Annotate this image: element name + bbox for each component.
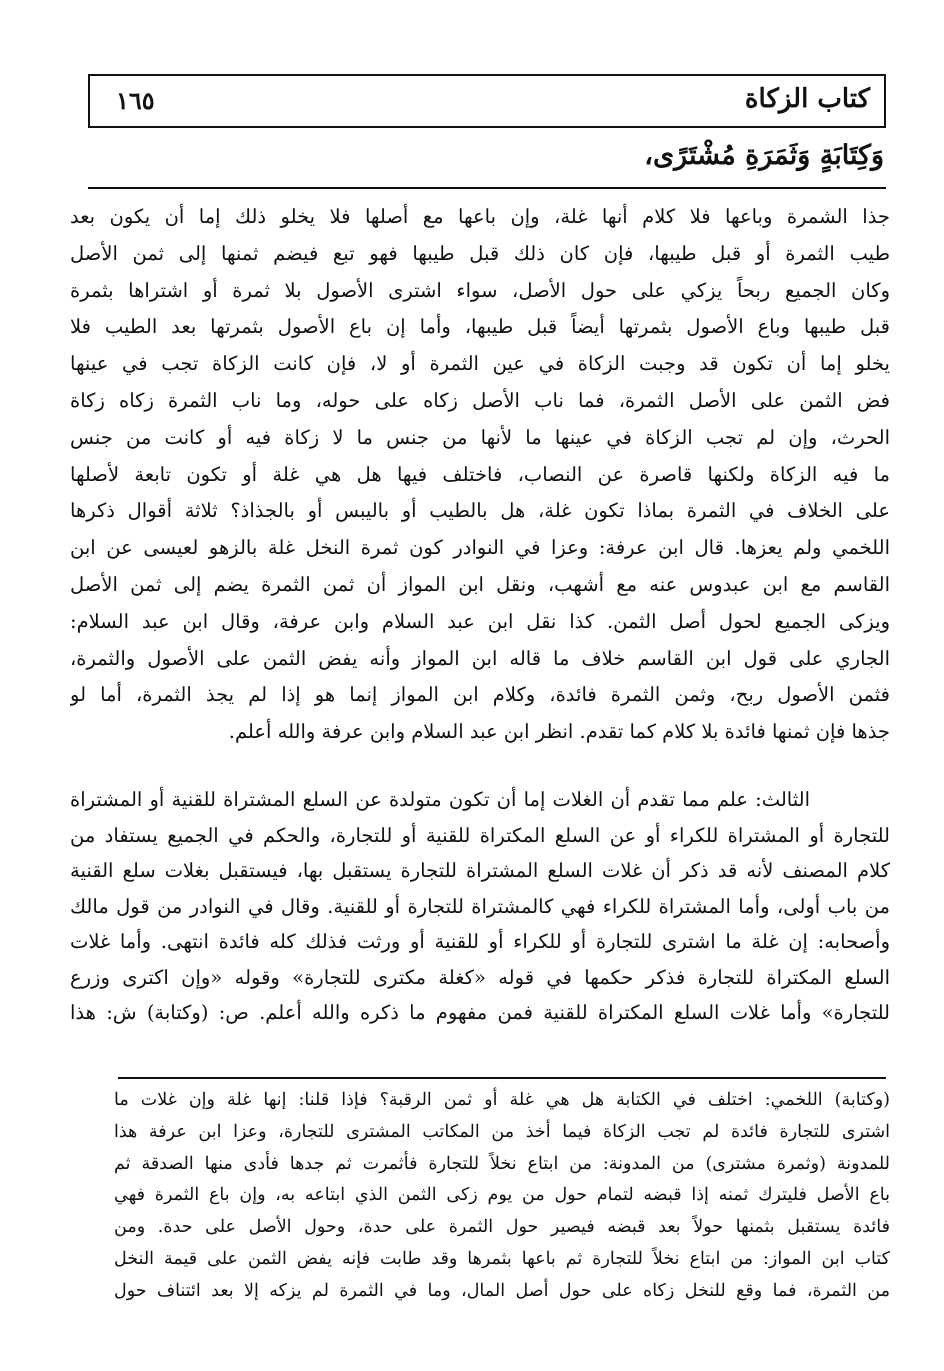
divider-top bbox=[88, 187, 886, 189]
text-line: يخلو إما أن تكون قد وجبت الزكاة في عين الثمرة أو لا، فإن كانت الزكاة تجب في عينها bbox=[70, 352, 890, 376]
commentary-paragraph bbox=[70, 199, 890, 751]
text-line: السلع المكتراة للتجارة فذكر حكمها في قوله «كغلة مكترى للتجارة» وقوله «وإن اكترى وزرع bbox=[70, 965, 890, 989]
text-line: من باب أولى، وأما المشتراة للكراء فهي كالمشتراة للتجارة أو للقنية. وقال في النوادر من قول مالك bbox=[70, 894, 890, 918]
footnote-line: من الثمرة، فما وقع للنخل زكاه على حول أصل المال، وما في الثمرة لم يزكه إلا بعد ائتناف حول bbox=[114, 1280, 890, 1301]
footnote-line: فائدة يستقبل بثمنها حولاً بعد قبضه فيصير حول الثمرة على حدة، وحول الأصل على حدة. ومن bbox=[114, 1217, 890, 1238]
text-line: اللخمي ولم يعزها. قال ابن عرفة: وعزا في النوادر كون ثمرة النخل غلة بالزهو لعيسى عن ابن bbox=[70, 536, 890, 560]
text-line: جذا الشمرة وباعها فلا كلام أنها غلة، وإن باعها مع أصلها فلا يخلو ذلك إما أن يكون بعد bbox=[70, 205, 890, 228]
text-line: الجاري على قول ابن القاسم خلاف ما قاله ابن المواز وأنه يفض الثمن على الأصول والثمرة، bbox=[70, 646, 890, 670]
text-line: وكان الجميع ربحاً يزكي على حول الأصل، سواء اشترى الأصول بلا ثمرة أو اشتراها بثمرة bbox=[70, 278, 890, 302]
matn-verse: وَكِتَابَةٍ وَثَمَرَةِ مُشْتَرًى، bbox=[644, 140, 884, 171]
third-section-paragraph bbox=[70, 782, 890, 1031]
text-line: وأصحابه: إن غلة ما اشترى للتجارة أو للكراء أو للقنية أو ورثت فذلك كله فائدة انتهى. وأما غلات bbox=[70, 930, 890, 953]
footnote-line: اشترى للتجارة فائدة لم تجب الزكاة فيما أخذ من المكاتب المشترى للتجارة، وعزا ابن عرفة هذا bbox=[114, 1121, 890, 1142]
text-line: للتجارة» وأما غلات السلع المكتراة للقنية فمن مفهوم ما ذكره والله أعلم. ص: (وكتابة) ش: هذا bbox=[70, 1001, 890, 1024]
text-line: الثالث: علم مما تقدم أن الغلات إما أن تكون متولدة عن السلع المشتراة للقنية أو المشتراة bbox=[70, 788, 810, 811]
page-header bbox=[88, 74, 886, 128]
text-line: للتجارة أو المشتراة للكراء أو عن السلع المكتراة للقنية أو للتجارة، والحكم في الجميع يستفاد من bbox=[70, 823, 890, 847]
footnote-line: كتاب ابن المواز: من ابتاع نخلاً للتجارة ثم باعها بثمرها وقد طابت فإنه يفض الثمن على قيمة النخل bbox=[114, 1248, 890, 1269]
text-line: كلام المصنف لأنه قد ذكر أن غلات السلع المشتراة للتجارة يستقبل بها، فيستقبل بغلات سلع القنية bbox=[70, 859, 890, 882]
footnote-line: باع الأصل فليترك ثمنه إذا قبضه لتمام حول من يوم زكى الثمن الذي ابتاعه به، وإن باع الثمرة فهي bbox=[114, 1185, 890, 1206]
text-line: جذها فإن ثمنها فائدة بلا كلام كما تقدم. انظر ابن عبد السلام وابن عرفة والله أعلم. bbox=[228, 720, 890, 744]
text-line: ويزكى الجميع لحول أصل الثمن. كذا نقل ابن عبد السلام وابن عرفة، وقال ابن عبد السلام: bbox=[70, 609, 890, 633]
text-line: على الخلاف في الثمرة بماذا تكون غلة، هل بالطيب أو باليبس أو بالجذاذ؟ ثلاثة أقوال ذكرها bbox=[70, 499, 890, 523]
text-line: فثمن الأصول ربح، وثمن الثمرة فائدة، وكلام ابن المواز إنما هو إذا لم يجذ الثمرة، أما لو bbox=[70, 683, 890, 707]
page-number: ١٦٥ bbox=[116, 86, 155, 115]
text-line: القاسم مع ابن عبدوس عنه مع أشهب، ونقل ابن المواز أن ثمن الثمرة يضم إلى ثمن الأصل bbox=[70, 572, 890, 596]
footnote-section bbox=[114, 1085, 890, 1308]
text-line: فض الثمن على الأصل الثمرة، فما ناب الأصل زكاه على حوله، وما ناب الثمرة زكاه زكاة bbox=[70, 388, 890, 412]
footnote-line: (وكتابة) اللخمي: اختلف في الكتابة هل هي غلة أو ثمن الرقبة؟ فإذا قلنا: إنها غلة وإن غلات ما bbox=[114, 1090, 890, 1110]
text-line: طيب الثمرة أو قبل طيبها، فإن كان ذلك قبل طيبها فهو تبع فيضم ثمنها إلى ثمن الأصل bbox=[70, 241, 890, 265]
footnote-divider bbox=[118, 1077, 886, 1079]
text-line: الحرث، وإن لم تجب الزكاة في عينها ما لأنها من جنس ما لا زكاة فيه أو كانت من جنس bbox=[70, 425, 890, 449]
footnote-line: للمدونة (وثمرة مشترى) من المدونة: من ابتاع نخلاً للتجارة فأثمرت ثم جدها فأدى منها الصدقة ثم bbox=[114, 1153, 890, 1174]
text-line: ما فيه الزكاة ولكنها قاصرة عن النصاب، فاختلف فيها هل هي غلة أو تكون تابعة لأصلها bbox=[70, 462, 890, 486]
text-line: قبل طيبها وباع الأصول بثمرتها أيضاً قبل طيبها، وأما إن باع الأصول بثمرتها بعد الطيب فلا bbox=[70, 315, 890, 339]
chapter-title: كتاب الزكاة bbox=[744, 84, 870, 114]
